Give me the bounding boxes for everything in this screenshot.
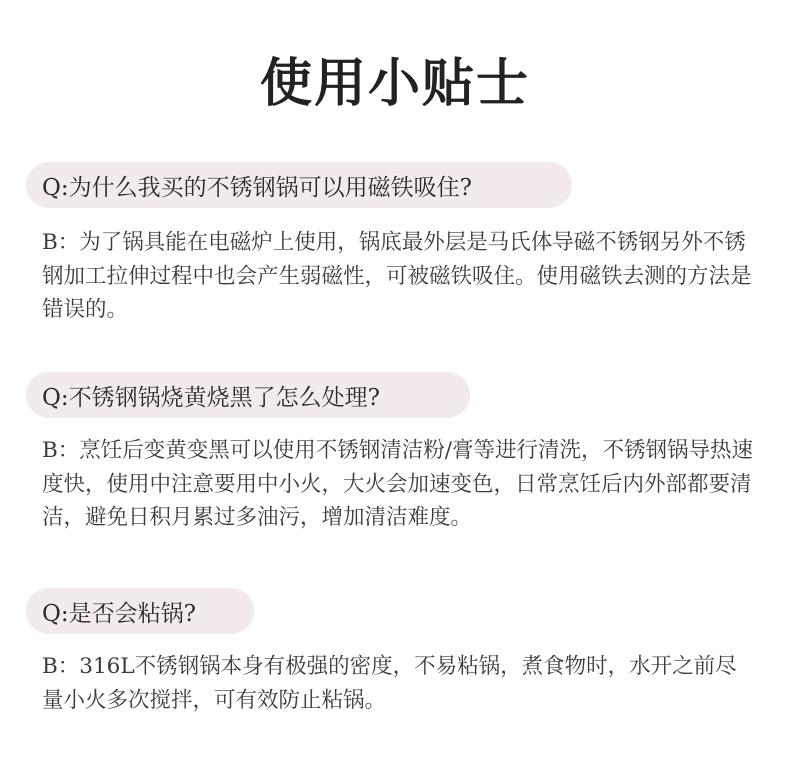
question-pill bbox=[26, 162, 572, 208]
question-pill bbox=[26, 588, 254, 634]
question-text: Q:为什么我买的不锈钢锅可以用磁铁吸住? bbox=[42, 174, 472, 201]
page-title: 使用小贴士 bbox=[259, 54, 530, 114]
answer-text: B：烹饪后变黄变黑可以使用不锈钢清洁粉/膏等进行清洗，不锈钢锅导热速度快，使用中注意要用中小火，大火会加速变色，日常烹饪后内外部都要清洁，避免日积月累过多油污，增加清洁难度。 bbox=[42, 438, 754, 530]
answer-text: B：为了锅具能在电磁炉上使用，锅底最外层是马氏体导磁不锈钢另外不锈钢加工拉伸过程中也会产生弱磁性，可被磁铁吸住。使用磁铁去测的方法是错误的。 bbox=[42, 230, 752, 322]
question-text: Q:不锈钢锅烧黄烧黑了怎么处理? bbox=[42, 384, 380, 411]
question-text: Q:是否会粘锅? bbox=[42, 600, 196, 627]
answer-text: B：316L不锈钢锅本身有极强的密度，不易粘锅，煮食物时，水开之前尽量小火多次搅拌，可有效防止粘锅。 bbox=[42, 654, 737, 713]
question-pill bbox=[26, 372, 470, 418]
